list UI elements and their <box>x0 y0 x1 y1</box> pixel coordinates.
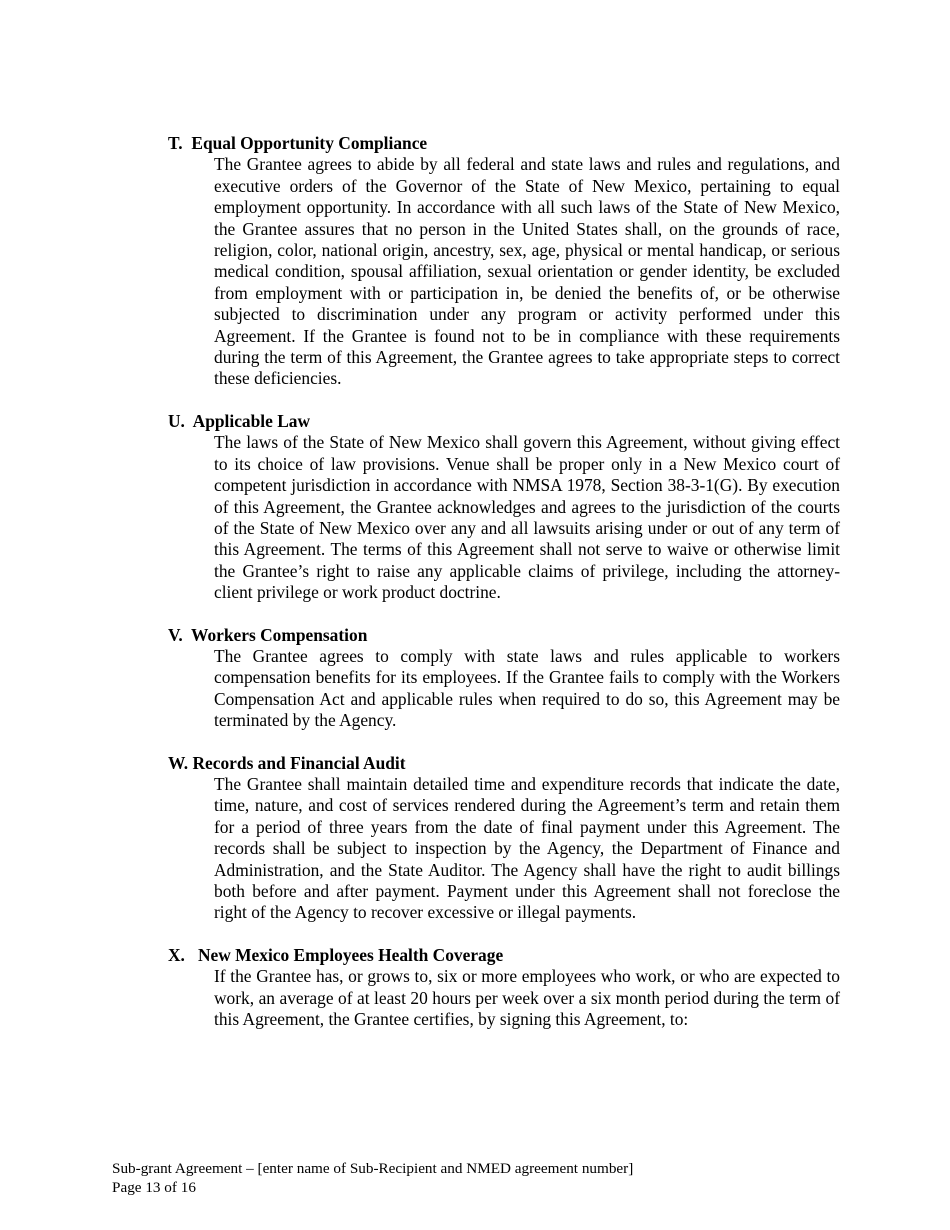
section-body: The Grantee shall maintain detailed time and expenditure records that indicate the date, time, nature, and cost of services rendered during the Agreement’s term and retain them for a period of three years from the date of final payment under this Agreement. The records shall be subject to inspection by the Agency, the Department of Finance and Administration, and the State Auditor. The Agency shall have the right to audit billings both before and after payment. Payment under this Agreement shall not foreclose the right of the Agency to recover excessive or illegal payments. <box>214 773 840 923</box>
section-heading: W. Records and Financial Audit <box>168 752 406 773</box>
section-health-coverage <box>168 945 840 1031</box>
section-body: If the Grantee has, or grows to, six or more employees who work, or who are expected to work, an average of at least 20 hours per week over a six month period during the term of this Agreement, the Grantee certifies, by signing this Agreement, to: <box>214 966 840 1030</box>
agreement-sections <box>168 133 840 1051</box>
section-records-audit <box>168 753 840 924</box>
footer-agreement-title: Sub-grant Agreement – [enter name of Sub-Recipient and NMED agreement number] <box>112 1160 634 1177</box>
section-body: The Grantee agrees to abide by all federal and state laws and rules and regulations, and executive orders of the Governor of the State of New Mexico, pertaining to equal employment opportunity. In accordance with all such laws of the State of New Mexico, the Grantee assures that no person in the United States shall, on the grounds of race, religion, color, national origin, ancestry, sex, age, physical or mental handicap, or serious medical condition, spousal affiliation, sexual orientation or gender identity, be excluded from employment with or participation in, be denied the benefits of, or be otherwise subjected to discrimination under any program or activity performed under this Agreement. If the Grantee is found not to be in compliance with these requirements during the term of this Agreement, the Grantee agrees to take appropriate steps to correct these deficiencies. <box>214 154 840 389</box>
section-equal-opportunity <box>168 133 840 390</box>
section-body: The laws of the State of New Mexico shall govern this Agreement, without giving effect to its choice of law provisions. Venue shall be proper only in a New Mexico court of competent jurisdiction in accordance with NMSA 1978, Section 38-3-1(G). By execution of this Agreement, the Grantee acknowledges and agrees to the jurisdiction of the courts of the State of New Mexico over any and all lawsuits arising under or out of any term of this Agreement. The terms of this Agreement shall not serve to waive or otherwise limit the Grantee’s right to raise any applicable claims of privilege, including the attorney-client privilege or work product doctrine. <box>214 432 840 603</box>
page-number: Page 13 of 16 <box>112 1179 196 1196</box>
section-heading: V. Workers Compensation <box>168 624 368 645</box>
page-footer <box>112 1159 633 1197</box>
section-workers-compensation <box>168 625 840 732</box>
section-heading: U. Applicable Law <box>168 410 311 431</box>
section-heading: X. New Mexico Employees Health Coverage <box>168 944 504 965</box>
section-body: The Grantee agrees to comply with state laws and rules applicable to workers compensation benefits for its employees. If the Grantee fails to comply with the Workers Compensation Act and applicable rules when required to do so, this Agreement may be terminated by the Agency. <box>214 645 840 731</box>
section-applicable-law <box>168 411 840 604</box>
section-heading: T. Equal Opportunity Compliance <box>168 133 428 153</box>
